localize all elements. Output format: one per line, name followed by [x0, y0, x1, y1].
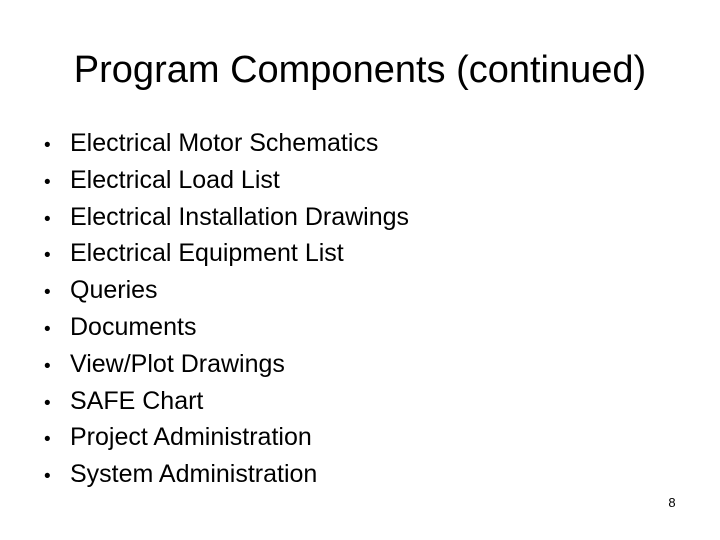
bullet-text: View/Plot Drawings	[70, 349, 285, 378]
bullet-text: System Administration	[70, 460, 318, 489]
bullet-item	[44, 309, 409, 346]
bullet-icon: •	[44, 355, 51, 377]
bullet-icon: •	[44, 171, 51, 193]
bullet-icon: •	[44, 282, 51, 304]
bullet-text: Electrical Installation Drawings	[70, 202, 410, 231]
page-number: 8	[668, 495, 676, 510]
bullet-text: Queries	[70, 276, 158, 305]
bullet-icon: •	[44, 135, 51, 156]
bullet-item	[44, 456, 409, 493]
bullet-icon: •	[44, 208, 51, 230]
bullet-item	[44, 199, 409, 236]
bullet-text: Documents	[70, 312, 197, 341]
bullet-text: Electrical Load List	[70, 165, 280, 194]
bullet-icon: •	[44, 392, 51, 414]
bullet-icon: •	[44, 466, 51, 488]
bullet-item	[44, 346, 409, 383]
bullet-item	[44, 383, 409, 420]
bullet-list	[44, 125, 409, 493]
bullet-item	[44, 235, 409, 272]
bullet-item	[44, 419, 409, 456]
slide-title: Program Components (continued)	[73, 49, 647, 91]
bullet-icon: •	[44, 318, 51, 340]
bullet-text: Electrical Motor Schematics	[70, 129, 379, 157]
bullet-icon: •	[44, 245, 51, 267]
bullet-item	[44, 272, 409, 309]
bullet-item	[44, 125, 409, 162]
bullet-item	[44, 162, 409, 199]
bullet-icon: •	[44, 429, 51, 451]
bullet-text: SAFE Chart	[70, 386, 204, 415]
bullet-text: Project Administration	[70, 423, 312, 452]
bullet-text: Electrical Equipment List	[70, 239, 344, 268]
